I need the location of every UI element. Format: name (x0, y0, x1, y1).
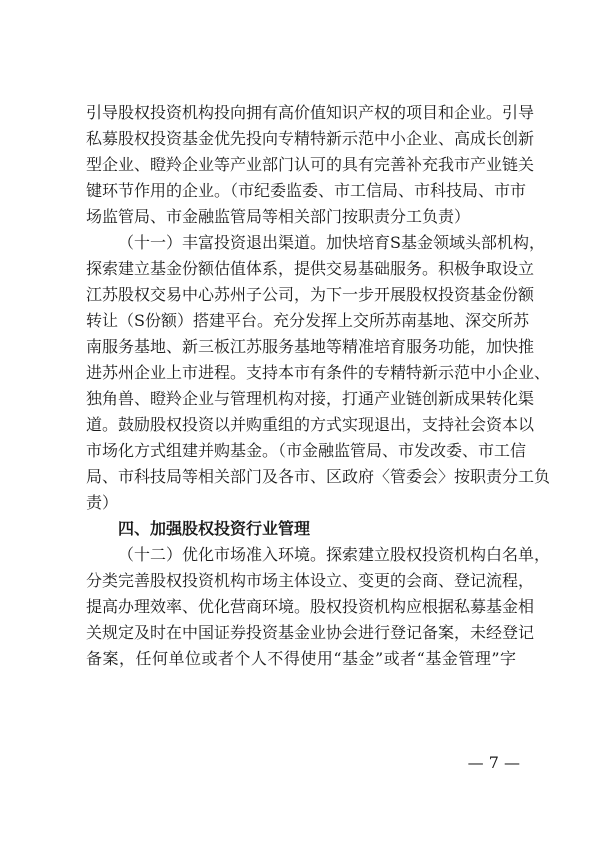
text-line-22: 备案，任何单位或者个人不得使用“基金”或者“基金管理”字 (86, 649, 516, 668)
text-line-12: 独角兽、瞪羚企业与管理机构对接，打通产业链创新成果转化渠 (86, 389, 535, 408)
section-heading: 四、加强股权投资行业管理 (118, 519, 311, 538)
text-line-7: 探索建立基金份额估值体系，提供交易基础服务。积极争取设立 (86, 259, 535, 278)
text-line-8: 江苏股权交易中心苏州子公司，为下一步开展股权投资基金份额 (86, 285, 535, 304)
text-line-2: 私募股权投资基金优先投向专精特新示范中小企业、高成长创新 (86, 129, 535, 148)
text-line-19: 分类完善股权投资机构市场主体设立、变更的会商、登记流程， (86, 571, 535, 590)
text-line-6: （十一）丰富投资退出渠道。加快培育S基金领域头部机构， (118, 233, 545, 252)
text-line-11: 进苏州企业上市进程。支持本市有条件的专精特新示范中小企业、 (86, 363, 551, 382)
text-line-13: 道。鼓励股权投资以并购重组的方式实现退出，支持社会资本以 (86, 415, 535, 434)
text-line-1: 引导股权投资机构投向拥有高价值知识产权的项目和企业。引导 (86, 103, 535, 122)
page-number: — 7 — (467, 753, 520, 772)
text-line-18: （十二）优化市场准入环境。探索建立股权投资机构白名单， (118, 545, 551, 564)
text-line-3: 型企业、瞪羚企业等产业部门认可的具有完善补充我市产业链关 (86, 155, 535, 174)
text-line-20: 提高办理效率、优化营商环境。股权投资机构应根据私募基金相 (86, 597, 535, 616)
text-line-16: 责） (86, 493, 119, 512)
text-line-14: 市场化方式组建并购基金。（市金融监管局、市发改委、市工信 (86, 441, 527, 460)
text-line-15: 局、市科技局等相关部门及各市、区政府〈管委会〉按职责分工负 (86, 467, 551, 486)
text-line-21: 关规定及时在中国证券投资基金业协会进行登记备案，未经登记 (86, 623, 535, 642)
body-text (86, 100, 551, 672)
text-line-9: 转让（S份额）搭建平台。充分发挥上交所苏南基地、深交所苏 (86, 311, 529, 330)
text-line-4: 键环节作用的企业。（市纪委监委、市工信局、市科技局、市市 (86, 181, 527, 200)
text-line-5: 场监管局、市金融监管局等相关部门按职责分工负责） (86, 207, 471, 226)
text-line-10: 南服务基地、新三板江苏服务基地等精准培育服务功能，加快推 (86, 337, 535, 356)
